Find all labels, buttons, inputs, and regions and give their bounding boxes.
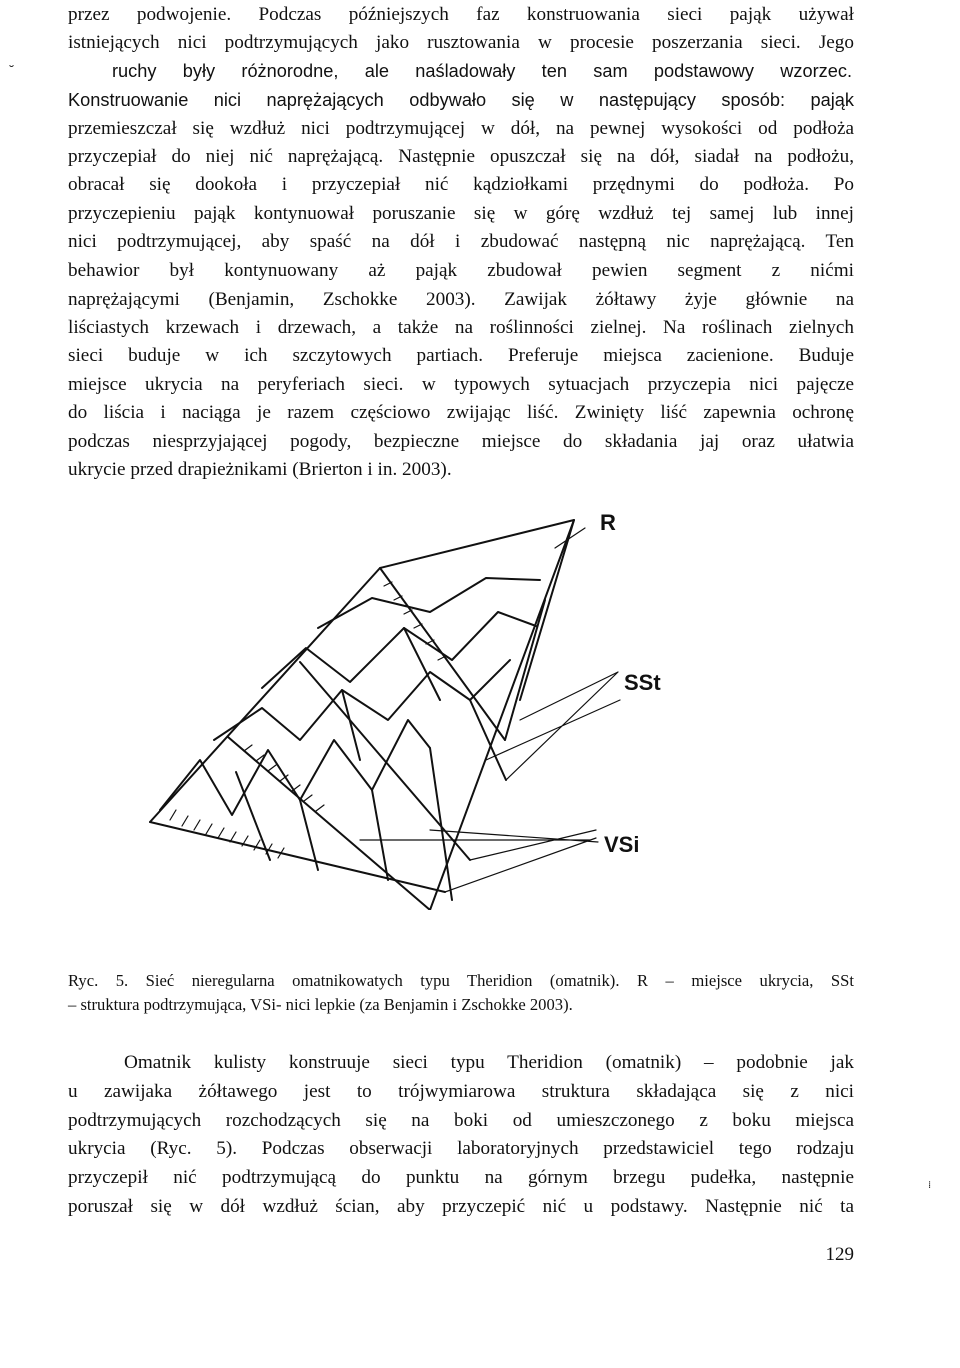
text-line: ukrycie przed drapieżnikami (Brierton i in. 2003). bbox=[68, 459, 452, 480]
text-line: przyczepieniu pająk kontynuował poruszanie się w górę wzdłuż tej samej lub innej bbox=[68, 203, 854, 224]
text-line: sieci buduje w ich szczytowych partiach. Preferuje miejsca zacienione. Buduje bbox=[68, 345, 854, 366]
tension-thread bbox=[214, 660, 510, 740]
text-line: obracał się dookoła i przyczepiał nić kądziołkami przędnymi do podłoża. Po bbox=[68, 174, 854, 195]
scan-mark: ⁞ bbox=[928, 1180, 932, 1191]
support-thread bbox=[150, 822, 445, 892]
text-line: miejsce ukrycia na peryferiach sieci. w typowych sytuacjach przyczepia nici pajęcze bbox=[68, 374, 854, 395]
tension-thread bbox=[430, 748, 452, 900]
text-line: ruchy były różnorodne, ale naśladowały ten sam podstawowy wzorzec. bbox=[112, 61, 852, 81]
support-thread bbox=[228, 737, 430, 910]
text-line: przemieszczał się wzdłuż nici podtrzymującej w dół, na pewnej wysokości od podłoża bbox=[68, 118, 854, 139]
text-line: nici podtrzymującej, aby spaść na dół i zbudować następną nic naprężającą. Ten bbox=[68, 231, 854, 252]
text-line: liściastych krzewach i drzewach, a także na roślinności zielnej. Na roślinach zielnych bbox=[68, 317, 854, 338]
text-line: istniejących nici podtrzymujących jako rusztowania w procesie poszerzania sieci. Jego bbox=[68, 32, 854, 53]
tension-thread bbox=[262, 612, 536, 688]
text-line: behawior był kontynuowany aż pająk zbudował pewien segment z nićmi bbox=[68, 260, 854, 281]
label-vsi: VSi bbox=[604, 832, 640, 857]
caption-line: – struktura podtrzymująca, VSi- nici lepkie (za Benjamin i Zschokke 2003). bbox=[68, 995, 573, 1014]
text-line: poruszał się w dół wzdłuż ścian, aby przyczepić nić u podstawy. Następnie nić ta bbox=[68, 1196, 854, 1217]
text-line: podtrzymujących rozchodzących się na boki od umieszczonego z boku miejsca bbox=[68, 1110, 854, 1131]
text-line: Konstruowanie nici naprężających odbywało się w następujący sposób: pająk bbox=[68, 90, 854, 110]
label-r: R bbox=[600, 510, 616, 535]
leader-line bbox=[360, 830, 598, 892]
tension-thread bbox=[318, 578, 540, 628]
text-line: do liścia i naciąga je razem częściowo zwijając liść. Zwinięty liść zapewnia ochronę bbox=[68, 402, 854, 423]
theridion-web-figure bbox=[0, 490, 720, 910]
page-number: 129 bbox=[825, 1244, 854, 1265]
text-line: przyczepiał do niej nić naprężającą. Następnie opuszczał się na dół, siadał na podłożu, bbox=[68, 146, 854, 167]
label-sst: SSt bbox=[624, 670, 661, 695]
text-line: przyczepił nić podtrzymującą do punktu na górnym brzegu pudełka, następnie bbox=[68, 1167, 854, 1188]
text-line: naprężającymi (Benjamin, Zschokke 2003). Zawijak żółtawy żyje głównie na bbox=[68, 289, 854, 310]
text-line: ukrycia (Ryc. 5). Podczas obserwacji laboratoryjnych przedstawiciel tego rodzaju bbox=[68, 1138, 854, 1159]
text-line: przez podwojenie. Podczas późniejszych faz konstruowania sieci pająk używał bbox=[68, 4, 854, 25]
text-line: podczas niesprzyjającej pogody, bezpieczne miejsce do składania jaj oraz ułatwia bbox=[68, 431, 854, 452]
caption-line: Ryc. 5. Sieć nieregularna omatnikowatych typu Theridion (omatnik). R – miejsce ukrycia, SSt bbox=[68, 971, 854, 990]
text-line: Omatnik kulisty konstruuje sieci typu Theridion (omatnik) – podobnie jak bbox=[124, 1052, 854, 1073]
support-thread bbox=[520, 520, 574, 700]
tension-thread bbox=[470, 700, 506, 780]
support-thread bbox=[300, 662, 470, 860]
text-line: u zawijaka żółtawego jest to trójwymiarowa struktura składająca się z nici bbox=[68, 1081, 854, 1102]
scan-mark: ˘ bbox=[8, 64, 15, 80]
leader-line bbox=[486, 672, 620, 780]
